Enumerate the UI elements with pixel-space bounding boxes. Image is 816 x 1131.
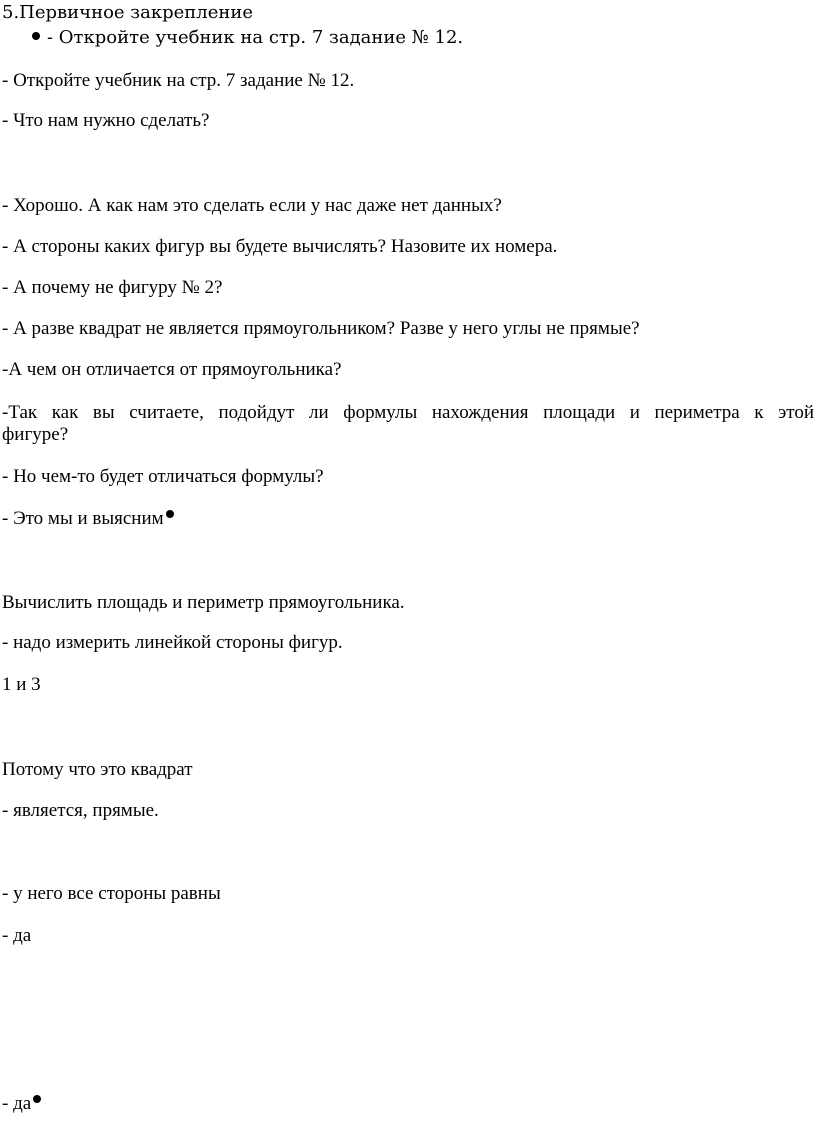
- teacher-line-6: - А разве квадрат не является прямоугольником? Разве у него углы не прямые?: [2, 318, 640, 339]
- teacher-line-2: - Что нам нужно сделать?: [2, 110, 210, 131]
- teacher-line-8a: -Так как вы считаете, подойдут ли формулы нахождения площади и периметра к этой: [2, 402, 814, 423]
- bullet-icon: [33, 1095, 41, 1103]
- teacher-line-10-text: - Это мы и выясним: [2, 508, 164, 529]
- section-heading: 5.Первичное закрепление: [2, 2, 253, 23]
- teacher-line-9: - Но чем-то будет отличаться формулы?: [2, 466, 324, 487]
- bullet-instruction-text: - Откройте учебник на стр. 7 задание № 12.: [47, 27, 464, 48]
- teacher-line-5: - А почему не фигуру № 2?: [2, 277, 223, 298]
- student-line-8-text: - да: [2, 1093, 32, 1114]
- student-line-7: - да: [2, 925, 32, 946]
- teacher-line-10: [2, 508, 174, 530]
- student-line-2: - надо измерить линейкой стороны фигур.: [2, 632, 343, 653]
- teacher-line-1: - Откройте учебник на стр. 7 задание № 12.: [2, 70, 355, 91]
- student-line-5: - является, прямые.: [2, 800, 159, 821]
- student-line-6: - у него все стороны равны: [2, 883, 221, 904]
- teacher-line-8b: фигуре?: [2, 424, 69, 445]
- teacher-line-7: -А чем он отличается от прямоугольника?: [2, 359, 342, 380]
- student-line-8: [2, 1093, 41, 1115]
- bullet-icon: [32, 32, 40, 40]
- teacher-line-4: - А стороны каких фигур вы будете вычислять? Назовите их номера.: [2, 236, 558, 257]
- teacher-line-3: - Хорошо. А как нам это сделать если у нас даже нет данных?: [2, 195, 502, 216]
- student-line-4: Потому что это квадрат: [2, 759, 193, 780]
- student-line-3: 1 и 3: [2, 674, 41, 695]
- bullet-instruction: [2, 27, 463, 49]
- student-line-1: Вычислить площадь и периметр прямоугольника.: [2, 592, 405, 613]
- teacher-line-8: [2, 402, 814, 446]
- bullet-icon: [166, 510, 174, 518]
